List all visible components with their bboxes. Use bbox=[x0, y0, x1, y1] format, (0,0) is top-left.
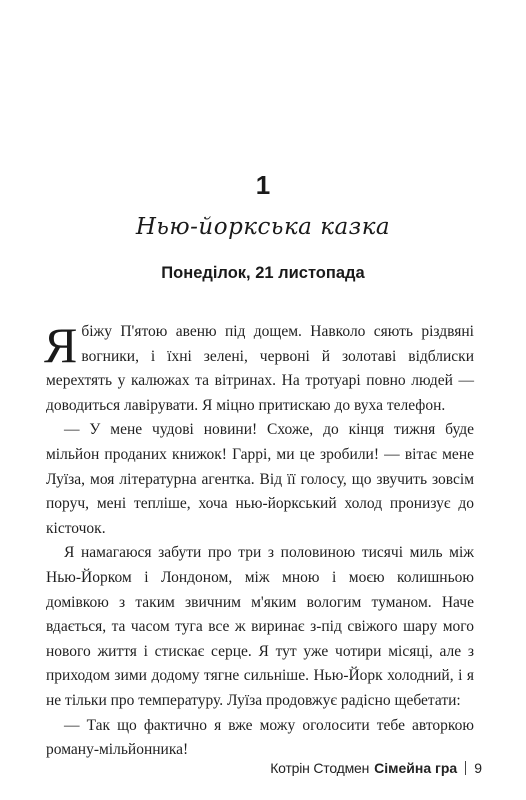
footer-author: Котрін Стодмен bbox=[270, 760, 370, 776]
paragraph-1 bbox=[44, 317, 474, 418]
footer-separator bbox=[465, 761, 466, 775]
page-number: 9 bbox=[474, 760, 482, 776]
paragraph-2: — У мене чудові новини! Схоже, до кінця тижня буде мільйон проданих книжок! Гаррі, ми це зробили! — вітає мене Луїза, моя літературна агентка. Від її голосу, що звучить зовсім поруч, мені тепліше, хоча нью-йоркський холод пронизує до кісточок. bbox=[46, 421, 474, 537]
chapter-title: Нью-йоркська казка bbox=[135, 214, 391, 240]
footer-book-title: Сімейна гра bbox=[374, 760, 458, 776]
paragraph-4: — Так що фактично я вже можу оголосити тебе авторкою роману-мільйонника! bbox=[46, 716, 474, 759]
paragraph-1-text: біжу П'ятою авеню під дощем. Навколо сяють різдвяні вогники, і їхні зелені, червоні й золотаві відблиски мерехтять у калюжах та вітринах. На тротуарі повно людей — доводиться лавірувати. Я міцно притискаю до вуха телефон. bbox=[46, 323, 474, 414]
body-text bbox=[44, 317, 474, 763]
paragraph-3: Я намагаюся забути про три з половиною тисячі миль між Нью-Йорком і Лондоном, між мною і моєю колишньою домівкою з таким звичним м'яким вологим туманом. Наче вдається, та часом туга все ж виринає з-під свіжого шару мого нового життя і стискає серце. Я тут уже чотири місяці, але з приходом зими додому тягне сильніше. Нью-Йорк холодний, і я не тільки про температуру. Луїза продовжує радісно щебетати: bbox=[46, 544, 474, 709]
chapter-date: Понеділок, 21 листопада bbox=[161, 264, 365, 282]
drop-cap: Я bbox=[44, 317, 78, 373]
chapter-number: 1 bbox=[255, 170, 271, 200]
page-footer bbox=[270, 760, 482, 776]
